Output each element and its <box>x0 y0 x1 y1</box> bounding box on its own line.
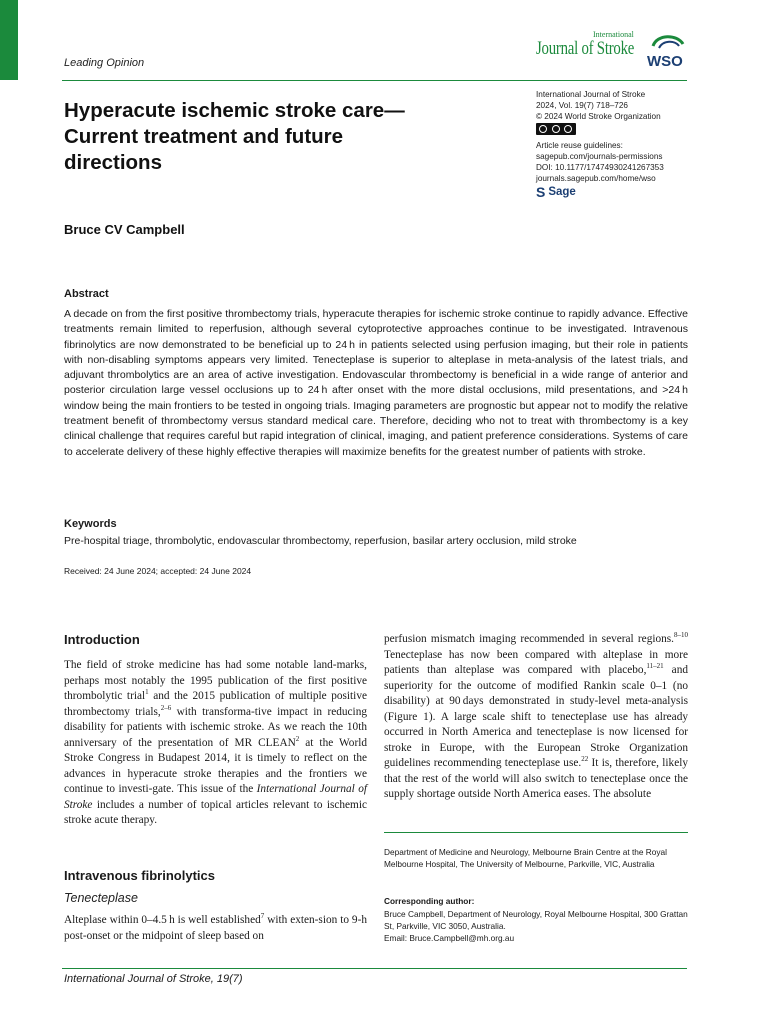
received-dates: Received: 24 June 2024; accepted: 24 June 2024 <box>64 566 252 576</box>
pub-journal: International Journal of Stroke <box>536 90 646 99</box>
wso-logo-text: WSO <box>647 53 683 70</box>
wso-logo-icon <box>645 32 689 70</box>
journal-home-link[interactable]: journals.sagepub.com/home/wso <box>536 174 656 183</box>
corresponding-heading: Corresponding author: <box>384 896 475 906</box>
keywords-heading: Keywords <box>64 518 117 530</box>
right-column-paragraph: perfusion mismatch imaging recommended in several regions.$^{8-10}$ Tenecteplase has now been compared with alteplase in more patients than alteplase was compared with placebo,$^{11-21}$ and superiority for the outcome of modified Rankin scale 0–1 (no disability) at 90 days demonstrated in study-level meta-analysis (Figure 1). A large scale shift to tenecteplase use has already occurred in North America and tenecteplase is now licensed for stroke in Europe, with the European Stroke Organization guidelines recommending tenecteplase use.$^{22}$ It is, therefore, likely that the rest of the world will also switch to tenecteplase once the supply shortage outside North America eases. The absolute <box>384 631 689 800</box>
corresponding-details <box>384 908 688 945</box>
article-title: Hyperacute ischemic stroke care—Current treatment and future directions <box>64 99 405 174</box>
pub-copyright: © 2024 World Stroke Organization <box>536 112 661 121</box>
logo-main-text: Journal of Stroke <box>536 38 635 59</box>
reuse-label: Article reuse guidelines: <box>536 141 623 150</box>
logo-small-text: International <box>593 30 634 39</box>
citation-ref[interactable]: 1 <box>145 688 149 697</box>
sage-text: Sage <box>548 186 576 198</box>
corresponding-email[interactable]: Email: Bruce.Campbell@mh.org.au <box>384 933 515 944</box>
reuse-link[interactable]: sagepub.com/journals-permissions <box>536 152 663 161</box>
doi-link[interactable]: DOI: 10.1177/17474930241267353 <box>536 163 664 172</box>
accent-bar <box>0 0 18 80</box>
abstract-heading: Abstract <box>64 288 109 300</box>
footer-divider <box>62 968 687 969</box>
tenecteplase-subheading: Tenecteplase <box>64 891 138 905</box>
journal-logo <box>535 30 690 74</box>
sage-logo <box>536 184 706 200</box>
affiliation: Department of Medicine and Neurology, Melbourne Brain Centre at the Royal Melbourne Hospital, The University of Melbourne, Parkville, VIC, Australia <box>384 847 668 870</box>
ivf-heading: Intravenous fibrinolytics <box>64 868 215 883</box>
intro-heading: Introduction <box>64 632 140 647</box>
corresponding-address: Bruce Campbell, Department of Neurology, Royal Melbourne Hospital, 300 Grattan St, Parkville, VIC 3050, Australia. <box>384 909 688 932</box>
citation-ref[interactable]: 8–10 <box>674 631 688 640</box>
author-name: Bruce CV Campbell <box>64 222 185 237</box>
citation-ref[interactable]: 2–6 <box>160 703 172 712</box>
affiliation-divider <box>384 832 688 833</box>
citation-ref[interactable]: 7 <box>260 912 265 921</box>
header-divider <box>62 80 687 81</box>
section-label: Leading Opinion <box>64 57 145 69</box>
cc-license-icon[interactable] <box>536 123 576 135</box>
ivf-paragraph: Alteplase within 0–4.5 h is well established$^7$ with exten-sion to 9-h post-onset or the midpoint of sleep based on <box>64 912 367 942</box>
intro-paragraph: The field of stroke medicine has had some notable land-marks, perhaps most notably the 1995 publication of the first positive thrombolytic trial$^1$ and the 2015 publication of multiple positive thrombectomy trials,$^{2-6}$ with transforma-tive impact in reducing disability for patients with ischemic stroke. As we reach the 10th anniversary of the presentation of MR CLEAN$^2$ at the World Stroke Congress in Budapest 2014, it is timely to reflect on the advances in hyperacute stroke therapies and the frontiers we continue to investi-gate. This issue of the International Journal of Stroke includes a number of topical articles relevant to ischemic stroke acute therapy. <box>64 659 367 826</box>
pub-volume: 2024, Vol. 19(7) 718–726 <box>536 101 628 110</box>
sage-s-icon: S <box>536 184 546 200</box>
citation-ref[interactable]: 22 <box>581 755 589 764</box>
footer-citation: International Journal of Stroke, 19(7) <box>64 973 243 985</box>
publication-info <box>536 89 706 198</box>
keywords-text: Pre-hospital triage, thrombolytic, endovascular thrombectomy, reperfusion, basilar artery occlusion, mild stroke <box>64 535 577 547</box>
abstract-text: A decade on from the first positive thrombectomy trials, hyperacute therapies for ischemic stroke continue to rapidly advance. Effective treatments remain limited to reperfusion, although several cytoprotective approaches continue to be investigated. Intravenous fibrinolytics are now demonstrated to be beneficial up to 24 h in patients selected using perfusion imaging, but their role in patients with non-disabling symptoms appears very limited. Tenecteplase is superior to alteplase in meta-analysis of the latest trials, and adjuvant thrombolytics are an area of active investigation. Endovascular thrombectomy is beneficial in a wide range of anterior and posterior circulation large vessel occlusions up to 24 h after onset with the more distal occlusions, mild presentations, and >24 h window being the main frontiers to be tested in ongoing trials. Imaging parameters are prognostic but appear not to modify the relative treatment benefit of thrombectomy versus standard medical care. Therefore, deciding who not to treat with thrombectomy is a key clinical challenge that requires careful but rapid integration of clinical, imaging, and patient preference considerations. Systems of care to accelerate delivery of these highly effective therapies will maximize benefits for the greatest number of patients with stroke. <box>64 308 688 458</box>
citation-ref[interactable]: 11–21 <box>646 662 664 671</box>
citation-ref[interactable]: 2 <box>295 734 300 743</box>
